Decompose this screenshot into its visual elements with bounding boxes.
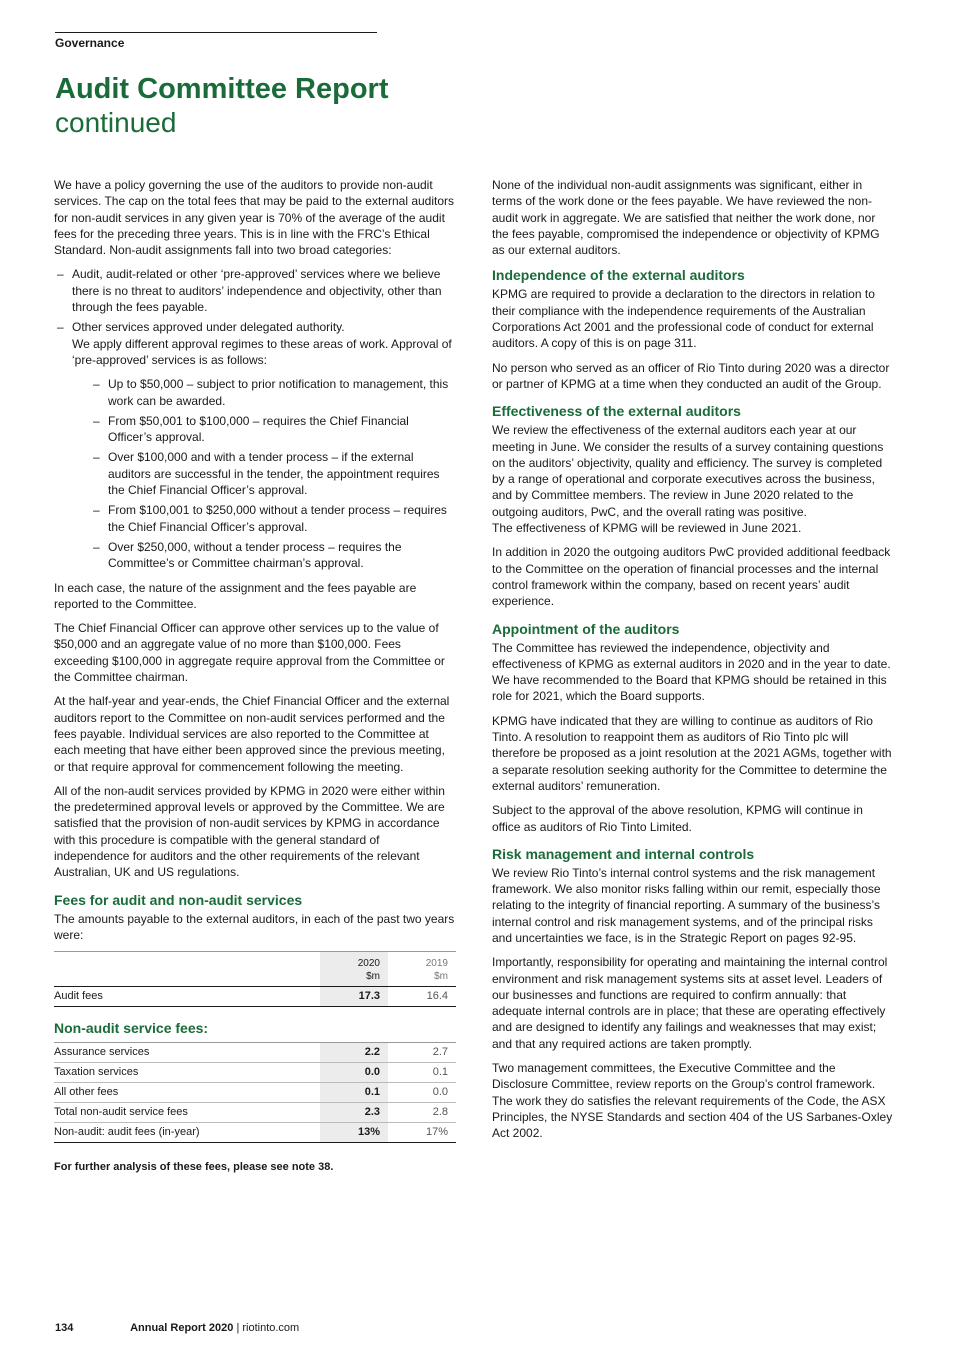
nonaudit-fees-table (54, 1042, 456, 1143)
paragraph: Subject to the approval of the above resolution, KPMG will continue in office as auditors of Rio Tinto Limited. (492, 803, 863, 834)
report-name: Annual Report 2020 (130, 1322, 234, 1334)
paragraph-text: We review the effectiveness of the external auditors each year at our meeting in June. We consider the results of a survey containing questions on the auditors’ objectivity, quality and efficiency. The survey is completed by a range of operational and corporate executives across the business, and by Committee members. The review in June 2020 related to the outgoing auditors, PwC, and the overall rating was positive. (492, 423, 884, 519)
paragraph: We have a policy governing the use of the auditors to provide non-audit services. The cap on the total fees that may be paid to the external auditors for non-audit services in any given year is 70% of the average of the audit fees for the preceding three years. This is in line with the FRC’s Ethical Standard. Non-audit assignments fall into two broad categories: (54, 178, 455, 258)
header-rule (55, 32, 377, 33)
list-item-text: Other services approved under delegated authority. (72, 320, 345, 335)
paragraph (492, 422, 894, 536)
table-row (54, 1043, 456, 1063)
list-item: – Over $250,000, without a tender process – requires the Committee’s or Committee chairman’s approval. (90, 539, 456, 572)
category-list (54, 266, 456, 571)
value-2019: 17% (388, 1123, 456, 1143)
table-row (54, 1083, 456, 1103)
row-label: Assurance services (54, 1043, 320, 1063)
paragraph: No person who served as an officer of Rio Tinto during 2020 was a director or partner of KPMG at a time when they conducted an audit of the Group. (492, 360, 890, 391)
row-label: All other fees (54, 1083, 320, 1103)
value-2019: 16.4 (388, 987, 456, 1007)
value-2020: 2.3 (320, 1103, 388, 1123)
section-label: Governance (55, 36, 125, 50)
nonaudit-heading: Non-audit service fees: (54, 1020, 209, 1037)
approval-list (72, 376, 456, 571)
website-link[interactable]: riotinto.com (242, 1322, 300, 1334)
paragraph: None of the individual non-audit assignments was significant, either in terms of the work done or the fees payable. We have reviewed the non-audit work in aggregate. We are satisfied that neither the work done, nor the fees payable, compromised the independence or objectivity of KPMG as our external auditors. (492, 178, 880, 258)
col-2020-header: 2020 $m (320, 952, 388, 987)
risk-heading: Risk management and internal controls (492, 845, 755, 862)
paragraph: Importantly, responsibility for operating and maintaining the internal control environment and risk management systems sits at asset level. Leaders of our businesses and functions are required to confirm annually: that adequate internal controls are in place; that these are operating effectively and are designed to identify any failings and weaknesses that may exist; and that any required actions are taken promptly. (492, 955, 888, 1051)
right-column (492, 177, 894, 1150)
list-item: – Up to $50,000 – subject to prior notification to management, this work can be awarded. (90, 376, 456, 409)
footer-separator: | (236, 1322, 240, 1334)
paragraph: In addition in 2020 the outgoing auditors PwC provided additional feedback to the Committee on the operation of financial processes and the internal control framework within the company, based on recent years’ audit experience. (492, 545, 891, 609)
value-2020: 0.0 (320, 1063, 388, 1083)
value-2020: 13% (320, 1123, 388, 1143)
value-2020: 2.2 (320, 1043, 388, 1063)
list-item: – From $50,001 to $100,000 – requires the Chief Financial Officer’s approval. (90, 413, 456, 446)
paragraph: All of the non-audit services provided by KPMG in 2020 were either within the predetermined approval levels or approved by the Committee. We are satisfied that the provision of non-audit services by KPMG in accordance with this procedure is compatible with the general standard of independence for auditors and the other requirements of the relevant Australian, UK and US regulations. (54, 783, 445, 880)
value-2020: 17.3 (320, 987, 388, 1007)
value-2020: 0.1 (320, 1083, 388, 1103)
page-subtitle: continued (55, 107, 177, 138)
table-row (54, 1123, 456, 1143)
independence-heading: Independence of the external auditors (492, 267, 745, 284)
list-item: – From $100,001 to $250,000 without a tender process – requires the Chief Financial Officer’s approval. (90, 502, 456, 535)
paragraph: In each case, the nature of the assignment and the fees payable are reported to the Committee. (54, 580, 417, 611)
table-row (54, 1063, 456, 1083)
value-2019: 0.0 (388, 1083, 456, 1103)
fees-heading: Fees for audit and non-audit services (54, 891, 303, 908)
value-2019: 0.1 (388, 1063, 456, 1083)
audit-fees-table (54, 951, 456, 1007)
paragraph: KPMG have indicated that they are willing to continue as auditors of Rio Tinto. A resolution to reappoint them as auditors of Rio Tinto plc will therefore be proposed as a joint resolution at the 2021 AGMs, together with a separate resolution seeking authority for the Committee to determine the external auditors’ remuneration. (492, 713, 892, 793)
row-label: Total non-audit service fees (54, 1103, 320, 1123)
paragraph: The Chief Financial Officer can approve other services up to the value of $50,000 and an aggregate value of no more than $100,000. Fees exceeding $100,000 in aggregate require approval from the Committee or the Committee chairman. (54, 621, 445, 685)
paragraph: KPMG are required to provide a declaration to the directors in relation to their compliance with the independence requirements of the Australian Corporations Act 2001 and the professional code of conduct for external auditors. A copy of this is on page 311. (492, 287, 875, 351)
list-item: – Audit, audit-related or other ‘pre-approved’ services where we believe there is no threat to auditors’ independence and objectivity, other than through the fees payable. (54, 266, 456, 315)
paragraph-text: The effectiveness of KPMG will be reviewed in June 2021. (492, 521, 802, 536)
row-label: Audit fees (54, 987, 320, 1007)
paragraph: Two management committees, the Executive Committee and the Disclosure Committee, review reports on the Group’s control framework. The work they do satisfies the relevant requirements of the Code, the ASX Principles, the NYSE Standards and section 404 of the US Sarbanes-Oxley Act 2002. (492, 1061, 893, 1141)
paragraph: The Committee has reviewed the independence, objectivity and effectiveness of KPMG as external auditors in 2020 and in the year to date. We have recommended to the Board that KPMG should be retained in this role for 2021, which the Board supports. (492, 640, 891, 704)
page-title: Audit Committee Report (55, 73, 389, 105)
table-header-row (54, 952, 456, 987)
table-row (54, 1103, 456, 1123)
row-label: Taxation services (54, 1063, 320, 1083)
row-label: Non-audit: audit fees (in-year) (54, 1123, 320, 1143)
list-item-text: We apply different approval regimes to these areas of work. Approval of ‘pre-approved’ services is as follows: (72, 336, 452, 367)
paragraph: At the half-year and year-ends, the Chief Financial Officer and the external auditors report to the Committee on non-audit services performed and the fees payable. Individual services are also reported to the Committee at each meeting that have either been approved since the previous meeting, or that require approval for commencement following the meeting. (54, 694, 450, 774)
value-2019: 2.7 (388, 1043, 456, 1063)
col-2019-header: 2019 $m (388, 952, 456, 987)
paragraph: We review Rio Tinto’s internal control systems and the risk management framework. We also monitor risks falling within our remit, especially those relating to the integrity of financial reporting. A summary of the business’s internal control and risk management systems, and of the principal risks and uncertainties we face, is in the Strategic Report on pages 92-95. (492, 865, 881, 945)
left-column (54, 177, 456, 1175)
table-footnote: For further analysis of these fees, please see note 38. (54, 1161, 334, 1174)
paragraph: The amounts payable to the external auditors, in each of the past two years were: (54, 911, 455, 942)
list-item (54, 319, 456, 571)
page-footer (55, 1322, 299, 1334)
list-item: – Over $100,000 and with a tender process – if the external auditors are successful in the tender, the appointment requires the Chief Financial Officer’s approval. (90, 449, 456, 498)
value-2019: 2.8 (388, 1103, 456, 1123)
effectiveness-heading: Effectiveness of the external auditors (492, 403, 741, 420)
page-number: 134 (55, 1322, 74, 1334)
appointment-heading: Appointment of the auditors (492, 620, 680, 637)
table-row (54, 987, 456, 1007)
